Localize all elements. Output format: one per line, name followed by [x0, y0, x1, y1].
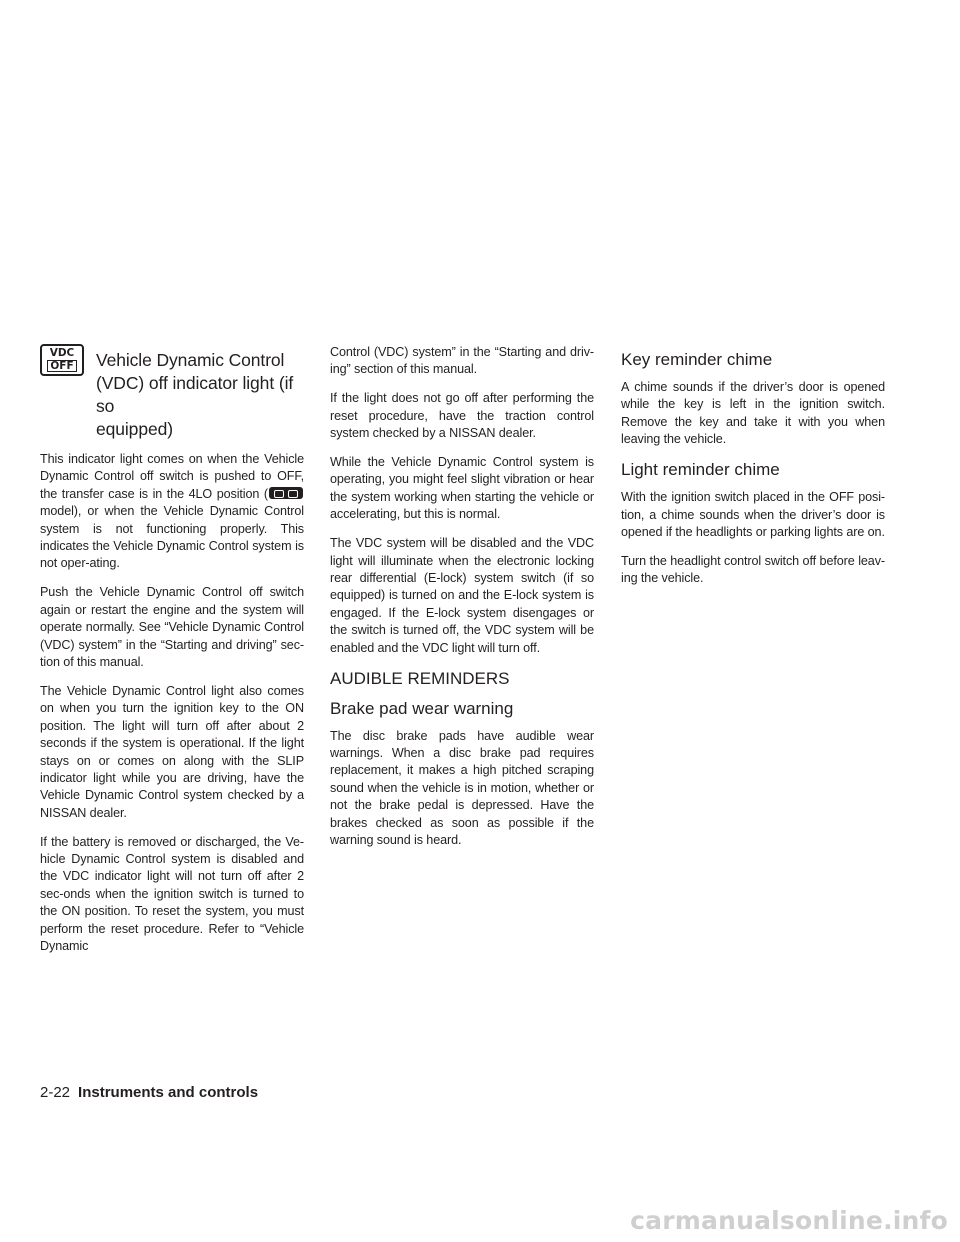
page-footer — [40, 1084, 258, 1101]
brake-pad-heading: Brake pad wear warning — [330, 698, 514, 718]
vdc-paragraph-2: Push the Vehicle Dynamic Control off switch again or restart the engine and the system will operate normally. See “Vehicle Dynamic Control (VDC) system” in the “Starting and driving” sec-tion of this manual. — [40, 585, 304, 669]
vdc-paragraph-3: The Vehicle Dynamic Control light also comes on when you turn the ignition key to the ON position. The light will turn off after about 2 seconds if the system is operational. If the light stays on or comes on along with the SLIP indicator light while you are driving, have the Vehicle Dynamic Control system checked by a NISSAN dealer. — [40, 683, 304, 820]
vdc-title-line-2: (VDC) off indicator light (if so — [96, 373, 294, 416]
vdc-paragraph-8: The VDC system will be disabled and the VDC light will illuminate when the electronic locking rear differential (E-lock) system switch (if so equipped) is turned on and the E-lock system is engaged. If the E-lock system disengages or the switch is turned off, the VDC system will be enabled and the VDC light will turn off. — [330, 536, 594, 655]
vdc-paragraph-4: If the battery is removed or discharged, the Ve-hicle Dynamic Control system is disabled and the VDC indicator light will not turn off after 2 sec-onds when the ignition switch is turned to the ON position. To reset the system, you must perform the reset procedure. Refer to “Vehicle Dynamic — [40, 834, 304, 954]
light-reminder-text-1: With the ignition switch placed in the OFF posi-tion, a chime sounds when the driver’s door is opened if the headlights or parking lights are on. — [621, 490, 885, 539]
vdc-paragraph-1 — [40, 451, 304, 573]
column-2 — [330, 344, 594, 861]
vdc-heading-block — [40, 344, 304, 441]
key-reminder-heading: Key reminder chime — [621, 350, 773, 369]
column-3 — [621, 350, 885, 599]
vdc-section-title — [96, 349, 304, 441]
vdc-icon-text: VDC — [49, 347, 75, 359]
light-reminder-text-2: Turn the headlight control switch off before leav-ing the vehicle. — [621, 553, 885, 586]
vdc-paragraph-5: Control (VDC) system” in the “Starting and driv-ing” section of this manual. — [330, 345, 594, 377]
page-number: 2-22 — [40, 1084, 71, 1101]
light-reminder-heading: Light reminder chime — [621, 460, 780, 480]
vdc-icon-off-text: OFF — [47, 360, 76, 372]
vdc-title-line-1: Vehicle Dynamic Control — [96, 350, 285, 370]
4wd-icon — [269, 487, 303, 499]
vdc-paragraph-1-part-a: This indicator light comes on when the Vehicle Dynamic Control off switch is pushed to OFF, the transfer case is in the 4LO position ( — [40, 452, 304, 501]
audible-reminders-heading: AUDIBLE REMINDERS — [330, 668, 510, 688]
watermark-text: carmanualsonline.info — [630, 1205, 948, 1235]
vdc-paragraph-6: If the light does not go off after performing the reset procedure, have the traction control system checked by a NISSAN dealer. — [330, 391, 594, 441]
vdc-title-line-3: equipped) — [96, 419, 173, 439]
brake-pad-text: The disc brake pads have audible wear warnings. When a disc brake pad requires replacement, it makes a high pitched scraping sound when the vehicle is in motion, whether or not the brake pedal is depressed. Have the brakes checked as soon as possible if the warning sound is heard. — [330, 728, 594, 847]
vdc-off-icon — [40, 344, 84, 376]
vdc-paragraph-7: While the Vehicle Dynamic Control system is operating, you might feel slight vibration or hear the system working when starting the vehicle or accelerating, but this is normal. — [330, 455, 594, 522]
column-1 — [40, 344, 304, 967]
key-reminder-text: A chime sounds if the driver’s door is opened while the key is left in the ignition switch. Remove the key and take it with you when leaving the vehicle. — [621, 380, 885, 447]
watermark-bar — [0, 1198, 960, 1242]
vdc-paragraph-1-part-b: model), or when the Vehicle Dynamic Control system is not functioning properly. This indicates the Vehicle Dynamic Control system is not oper-ating. — [40, 504, 304, 571]
section-name: Instruments and controls — [78, 1084, 259, 1101]
